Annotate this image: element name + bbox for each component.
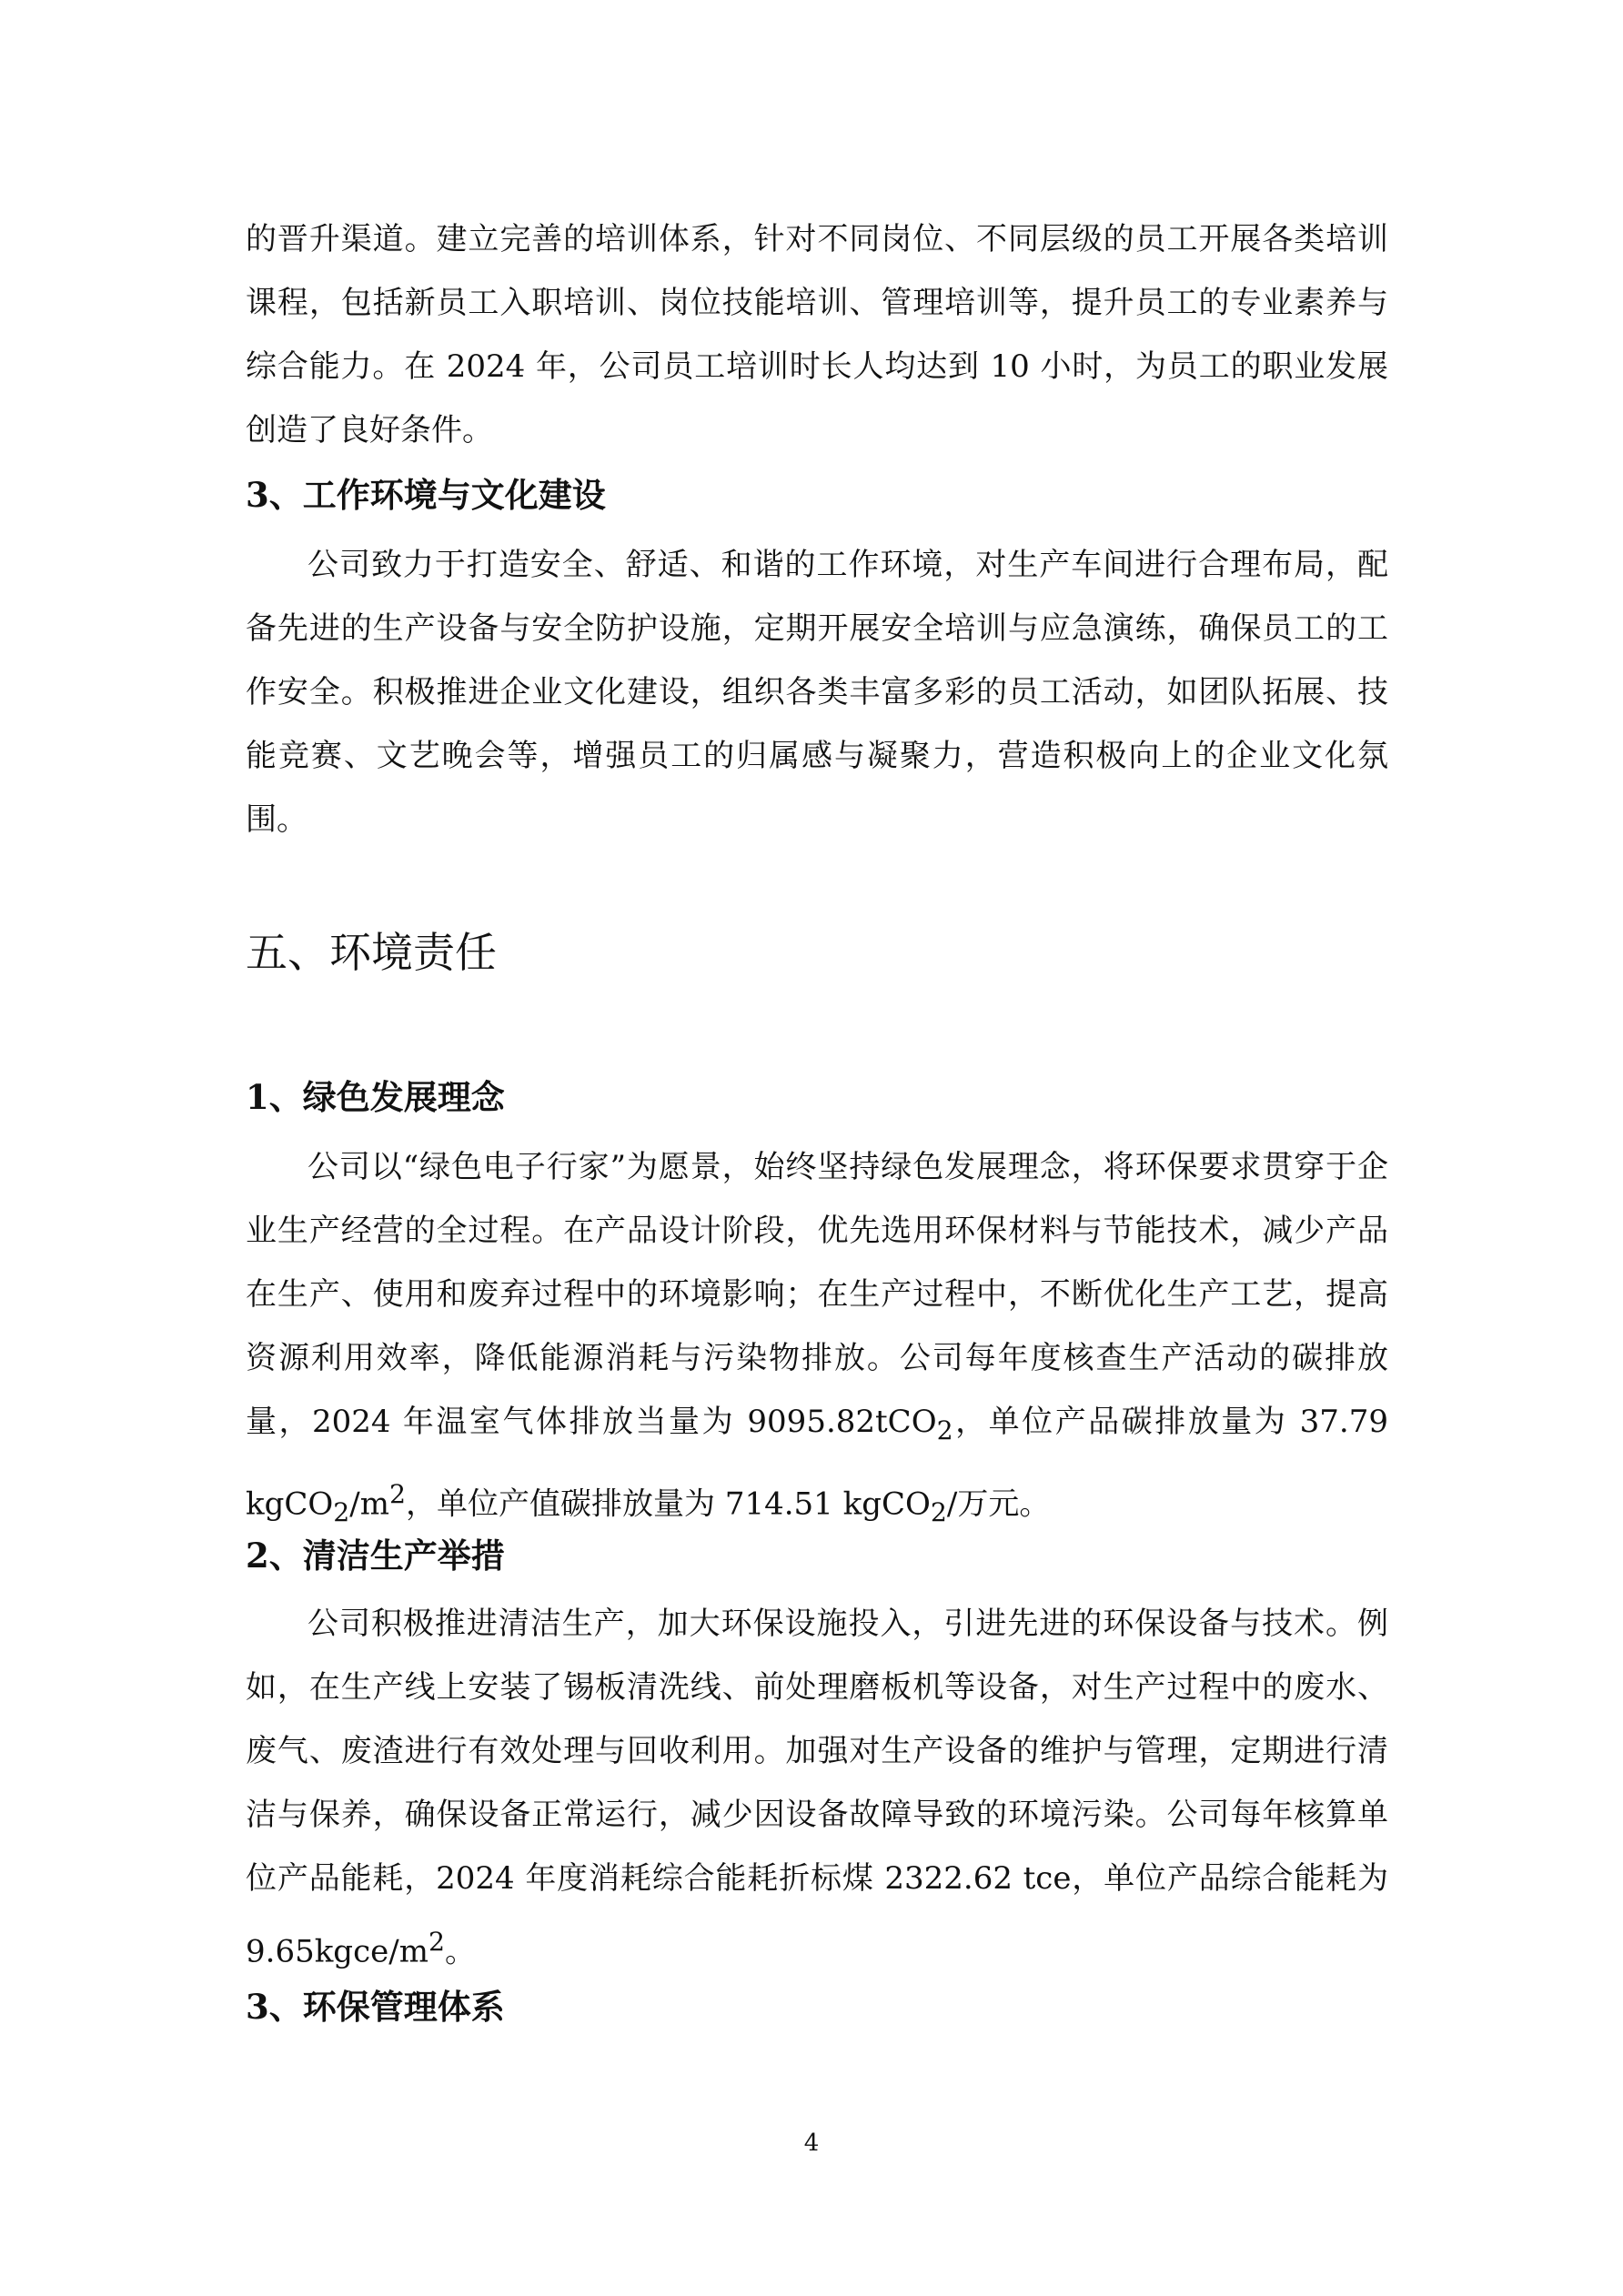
text-run: /m (349, 1485, 389, 1523)
subheading-clean-production: 2、清洁生产举措 (246, 1536, 505, 1576)
subheading-green-development: 1、绿色发展理念 (246, 1077, 505, 1117)
text-run: /万元。 (946, 1485, 1051, 1523)
subscript: 2 (936, 1415, 953, 1445)
work-environment-paragraph (246, 533, 1388, 851)
paragraph-text: 公司致力于打造安全、舒适、和谐的工作环境，对生产车间进行合理布局，配备先进的生产设备与安全防护设施，定期开展安全培训与应急演练，确保员工的工作安全。积极推进企业文化建设，组织各类丰富多彩的员工活动，如团队拓展、技能竞赛、文艺晚会等，增强员工的归属感与凝聚力，营造积极向上的企业文化氛围。 (246, 547, 1388, 838)
superscript: 2 (389, 1478, 407, 1509)
text-run: 公司积极推进清洁生产，加大环保设施投入，引进先进的环保设备与技术。例如，在生产线上安装了锡板清洗线、前处理磨板机等设备，对生产过程中的废水、废气、废渣进行有效处理与回收利用。加强对生产设备的维护与管理，定期进行清洁与保养，确保设备正常运行，减少因设备故障导致的环境污染。公司每年核算单位产品能耗，2024 年度消耗综合能耗折标煤 2322.62 tce，单位产品综合能耗为 9.65kgce/m (246, 1606, 1388, 1970)
clean-production-paragraph (246, 1592, 1388, 1983)
subheading-work-environment: 3、工作环境与文化建设 (246, 475, 606, 515)
paragraph-text (246, 1592, 1388, 1983)
text-run: ，单位产品碳排放量为 37.79 kgCO (246, 1404, 1388, 1523)
paragraph-text: 的晋升渠道。建立完善的培训体系，针对不同岗位、不同层级的员工开展各类培训课程，包括新员工入职培训、岗位技能培训、管理培训等，提升员工的专业素养与综合能力。在 2024 年，公司员工培训时长人均达到 10 小时，为员工的职业发展创造了良好条件。 (246, 221, 1388, 448)
text-run: 公司以“绿色电子行家”为愿景，始终坚持绿色发展理念，将环保要求贯穿于企业生产经营的全过程。在产品设计阶段，优先选用环保材料与节能技术，减少产品在生产、使用和废弃过程中的环境影响；在生产过程中，不断优化生产工艺，提高资源利用效率，降低能源消耗与污染物排放。公司每年度核查生产活动的碳排放量，2024 年温室气体排放当量为 9095.82tCO (246, 1149, 1388, 1440)
paragraph-text (246, 1135, 1388, 1545)
superscript: 2 (428, 1927, 445, 1957)
green-development-paragraph (246, 1135, 1388, 1545)
text-run: ，单位产值碳排放量为 714.51 kgCO (406, 1485, 931, 1523)
subscript: 2 (930, 1496, 947, 1527)
subheading-env-management: 3、环保管理体系 (246, 1987, 505, 2027)
section-heading-environmental-responsibility: 五、环境责任 (246, 928, 497, 977)
text-run: 。 (444, 1933, 476, 1970)
subscript: 2 (333, 1496, 350, 1527)
intro-continuation-paragraph (246, 207, 1388, 462)
page-number: 4 (803, 2130, 820, 2157)
